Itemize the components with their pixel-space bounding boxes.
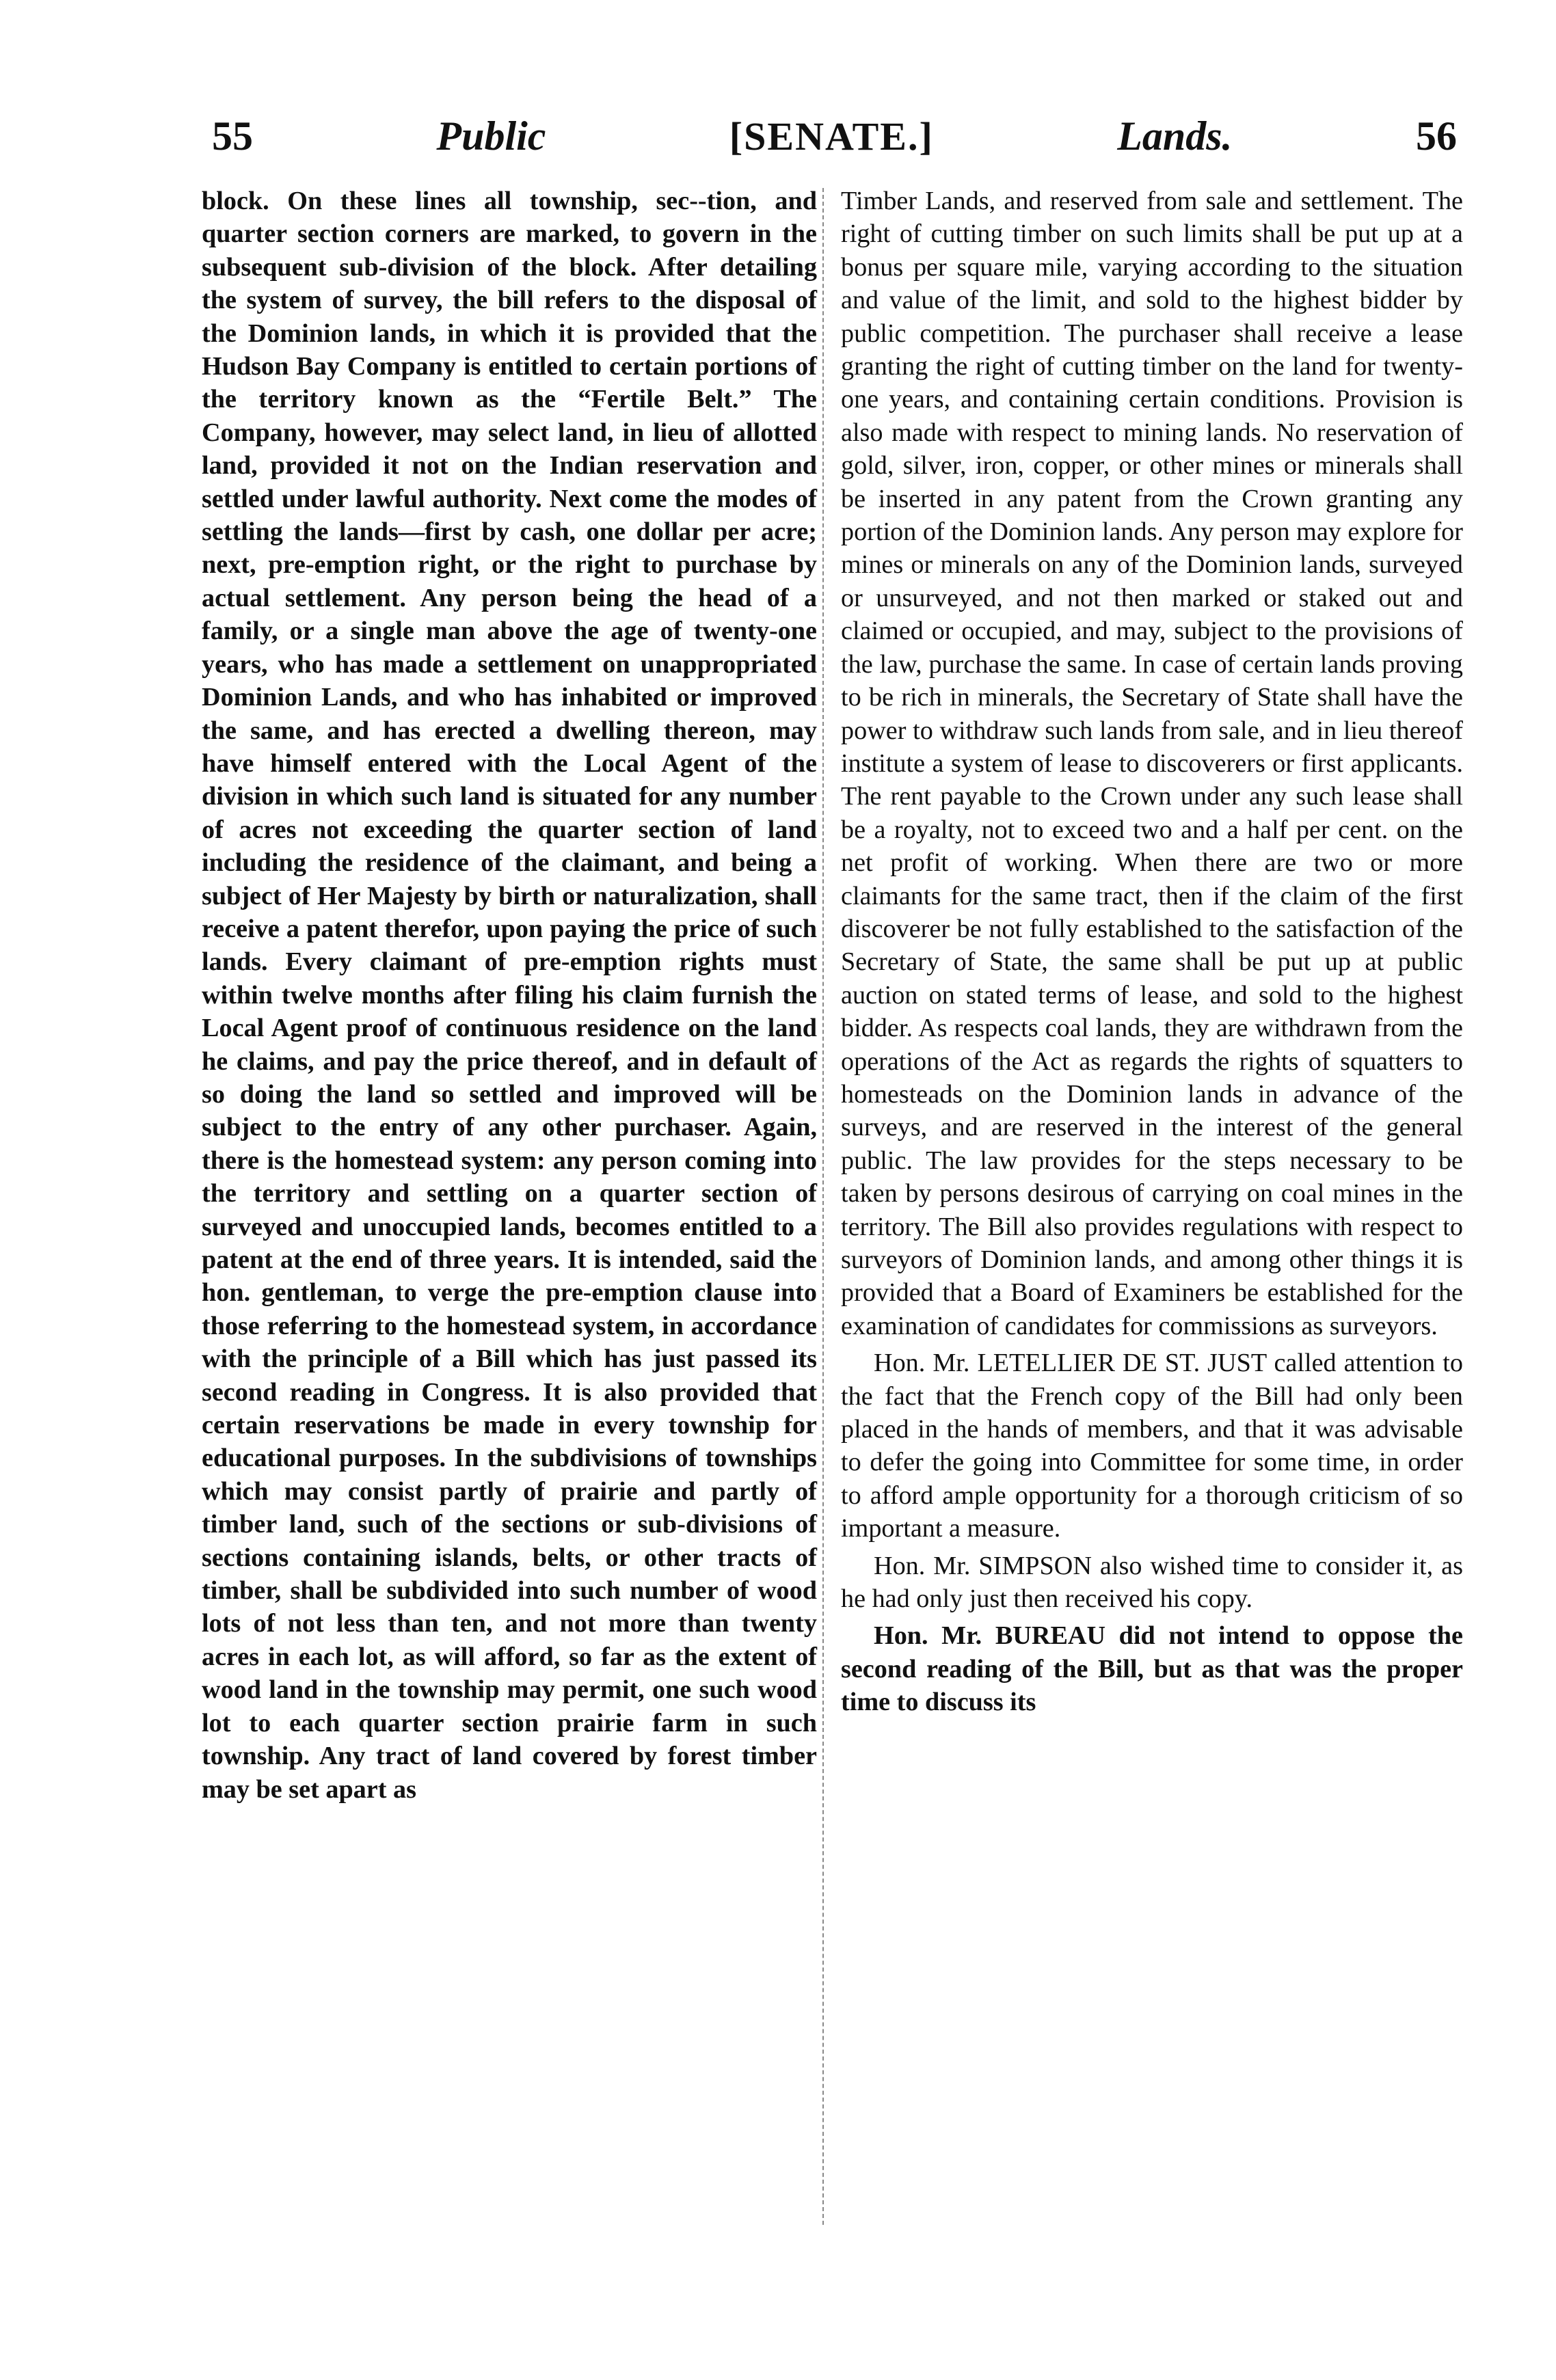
left-page-number: 55 (212, 113, 253, 159)
header-right-word: Lands. (1117, 113, 1233, 159)
right-page-number: 56 (1415, 113, 1457, 159)
left-column-text: block. On these lines all township, sec--tion, and quarter section corners are marked, to govern in the subsequent sub-division of the block. After detailing the system of survey, the bill refers to the disposal of the Dominion lands, in which it is provided that the Hudson Bay Company is entitled to certain portions of the territory known as the “Fertile Belt.” The Company, however, may select land, in lieu of allotted land, provided it not on the Indian reservation and settled under lawful authority. Next come the modes of settling the lands—first by cash, one dollar per acre; next, pre-emption right, or the right to purchase by actual settlement. Any person being the head of a family, or a single man above the age of twenty-one years, who has made a settlement on unappropriated Dominion Lands, and who has inhabited or improved the same, and has erected a dwelling thereon, may have himself entered with the Local Agent of the division in which such land is situated for any number of acres not exceeding the quarter section of land including the residence of the claimant, and being a subject of Her Majesty by birth or naturalization, shall receive a patent therefor, upon paying the price of such lands. Every claimant of pre-emption rights must within twelve months after filing his claim furnish the Local Agent proof of continuous residence on the land he claims, and pay the price thereof, and in default of so doing the land so settled and improved will be subject to the entry of any other purchaser. Again, there is the homestead system: any person coming into the territory and settling on a quarter section of surveyed and unoccupied lands, becomes entitled to a patent at the end of three years. It is intended, said the hon. gentleman, to verge the pre-emption clause into those referring to the homestead system, in accordance with the principle of a Bill which has just passed its second reading in Congress. It is also provided that certain reservations be made in every township for educational purposes. In the subdivisions of townships which may consist partly of prairie and partly of timber land, such of the sections or sub-divisions of sections containing islands, belts, or other tracts of timber, shall be subdivided into such number of wood lots of not less than ten, and not more than twenty acres in each lot, as will afford, so far as the extent of wood land in the township may permit, one such wood lot to each quarter section prairie farm in such township. Any tract of land covered by forest timber may be set apart as (202, 187, 817, 1804)
header-left-word: Public (436, 113, 546, 159)
column-divider (822, 188, 824, 2225)
right-paragraph-letellier: Hon. Mr. LETELLIER DE ST. JUST called attention to the fact that the French copy of the Bill had only been placed in the hands of members, and that it was advisable to defer the going into Committee for some time, in order to afford ample opportunity for a thorough criticism of so important a measure. (841, 1349, 1463, 1543)
header-house-name: [SENATE.] (729, 114, 934, 159)
right-paragraph-bureau: Hon. Mr. BUREAU did not intend to oppose the second reading of the Bill, but as that was the proper time to discuss its (841, 1621, 1463, 1717)
left-column (202, 185, 817, 1806)
right-column (841, 185, 1463, 1723)
page-header (212, 113, 1457, 167)
right-paragraph-timber-lands: Timber Lands, and reserved from sale and settlement. The right of cutting timber on such limits shall be put up at a bonus per square mile, varying according to the situation and value of the limit, and sold to the highest bidder by public competition. The purchaser shall receive a lease granting the right of cutting timber on the land for twenty-one years, and containing certain conditions. Provision is also made with respect to mining lands. No reservation of gold, silver, iron, copper, or other mines or minerals shall be inserted in any patent from the Crown granting any portion of the Dominion lands. Any person may explore for mines or minerals on any of the Dominion lands, surveyed or unsurveyed, and not then marked or staked out and claimed or occupied, and may, subject to the provisions of the law, purchase the same. In case of certain lands proving to be rich in minerals, the Secretary of State shall have the power to withdraw such lands from sale, and in lieu thereof institute a system of lease to discoverers or first applicants. The rent payable to the Crown under any such lease shall be a royalty, not to exceed two and a half per cent. on the net profit of working. When there are two or more claimants for the same tract, then if the claim of the first discoverer be not fully established to the satisfaction of the Secretary of State, the same shall be put up at public auction on stated terms of lease, and sold to the highest bidder. As respects coal lands, they are withdrawn from the operations of the Act as regards the rights of squatters to homesteads on the Dominion lands in advance of the surveys, and are reserved in the interest of the general public. The law provides for the steps necessary to be taken by persons desirous of carrying on coal mines in the territory. The Bill also provides regulations with respect to surveyors of Dominion lands, and among other things it is provided that a Board of Examiners be established for the examination of candidates for commissions as surveyors. (841, 187, 1463, 1340)
right-paragraph-simpson: Hon. Mr. SIMPSON also wished time to consider it, as he had only just then received his copy. (841, 1551, 1463, 1614)
